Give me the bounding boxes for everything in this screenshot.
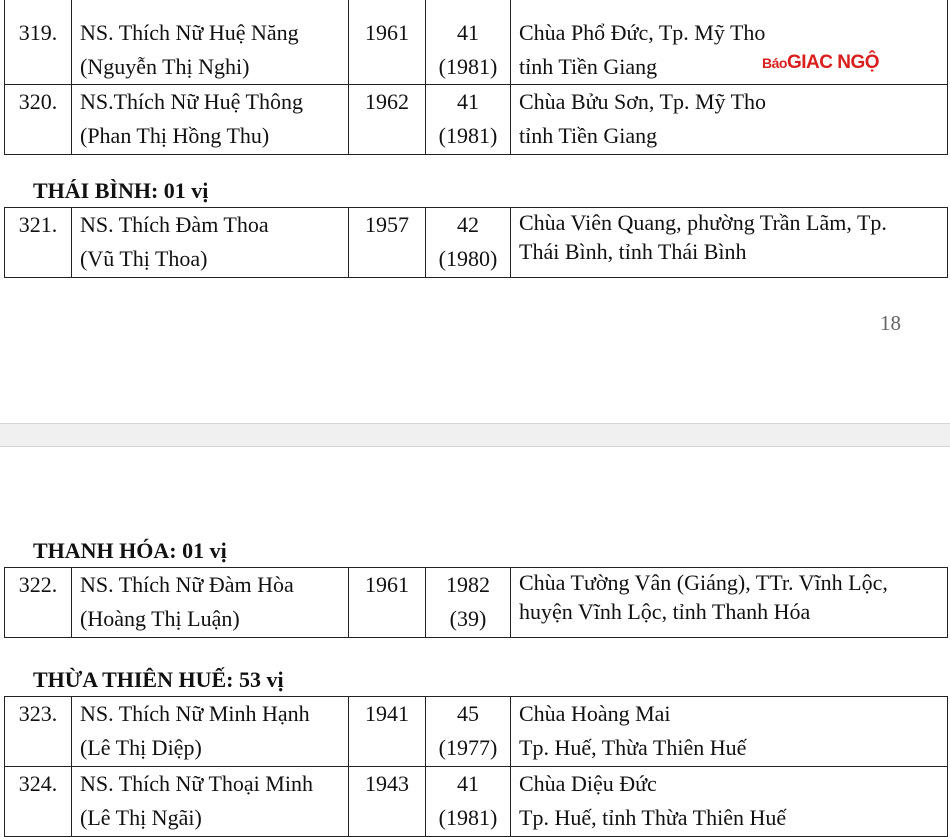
row-number-cell: 324. [5,767,72,837]
name-cell: NS. Thích Đàm Thoa (Vũ Thị Thoa) [72,208,349,278]
ordination-age-cell: 41 (1981) [426,767,511,837]
birth-year-cell: 1962 [349,85,426,155]
name-cell: NS.Thích Nữ Huệ Thông (Phan Thị Hồng Thu) [72,85,349,155]
bao-giac-ngo-watermark: BáoGIAC NGỘ [762,52,880,73]
name-cell: NS. Thích Nữ Thoại Minh (Lê Thị Ngãi) [72,767,349,837]
row-number-cell: 319. [5,0,72,85]
birth-year-cell: 1943 [349,767,426,837]
temple-cell: Chùa Hoàng Mai Tp. Huế, Thừa Thiên Huế [511,697,948,767]
page-break-gap [0,423,950,447]
table-row [5,85,948,155]
ordination-age-cell: 42 (1980) [426,208,511,278]
section-heading-thanh-hoa: THANH HÓA: 01 vị [33,538,227,563]
page-number: 18 [880,311,901,335]
section-heading-thua-thien-hue: THỪA THIÊN HUẾ: 53 vị [33,667,284,692]
name-cell: NS. Thích Nữ Đàm Hòa (Hoàng Thị Luận) [72,568,349,638]
row-number-cell: 321. [5,208,72,278]
name-cell: NS. Thích Nữ Huệ Năng (Nguyễn Thị Nghi) [72,0,349,85]
ordination-age-cell: 41 (1981) [426,85,511,155]
birth-year-cell: 1961 [349,568,426,638]
nun-table-thua-thien-hue [4,696,948,837]
nun-table-tien-giang [4,0,948,155]
table-row [5,208,948,278]
row-number-cell: 323. [5,697,72,767]
row-number-cell: 320. [5,85,72,155]
nun-table-thanh-hoa [4,567,948,638]
temple-cell: Chùa Tường Vân (Giáng), TTr. Vĩnh Lộc, huyện Vĩnh Lộc, tỉnh Thanh Hóa [511,568,948,638]
nun-table-thai-binh [4,207,948,278]
ordination-age-cell: 45 (1977) [426,697,511,767]
temple-cell: Chùa Bửu Sơn, Tp. Mỹ Tho tỉnh Tiền Giang [511,85,948,155]
birth-year-cell: 1961 [349,0,426,85]
birth-year-cell: 1941 [349,697,426,767]
table-row [5,697,948,767]
ordination-age-cell: 41 (1981) [426,0,511,85]
temple-cell: Chùa Viên Quang, phường Trần Lãm, Tp. Thái Bình, tỉnh Thái Bình [511,208,948,278]
table-row [5,767,948,837]
table-row [5,568,948,638]
ordination-age-cell: 1982 (39) [426,568,511,638]
row-number-cell: 322. [5,568,72,638]
section-heading-thai-binh: THÁI BÌNH: 01 vị [33,178,209,203]
birth-year-cell: 1957 [349,208,426,278]
temple-cell: Chùa Diệu Đức Tp. Huế, tỉnh Thừa Thiên Huế [511,767,948,837]
temple-cell: Chùa Phổ Đức, Tp. Mỹ Tho tỉnh Tiền Giang [511,0,948,85]
name-cell: NS. Thích Nữ Minh Hạnh (Lê Thị Diệp) [72,697,349,767]
